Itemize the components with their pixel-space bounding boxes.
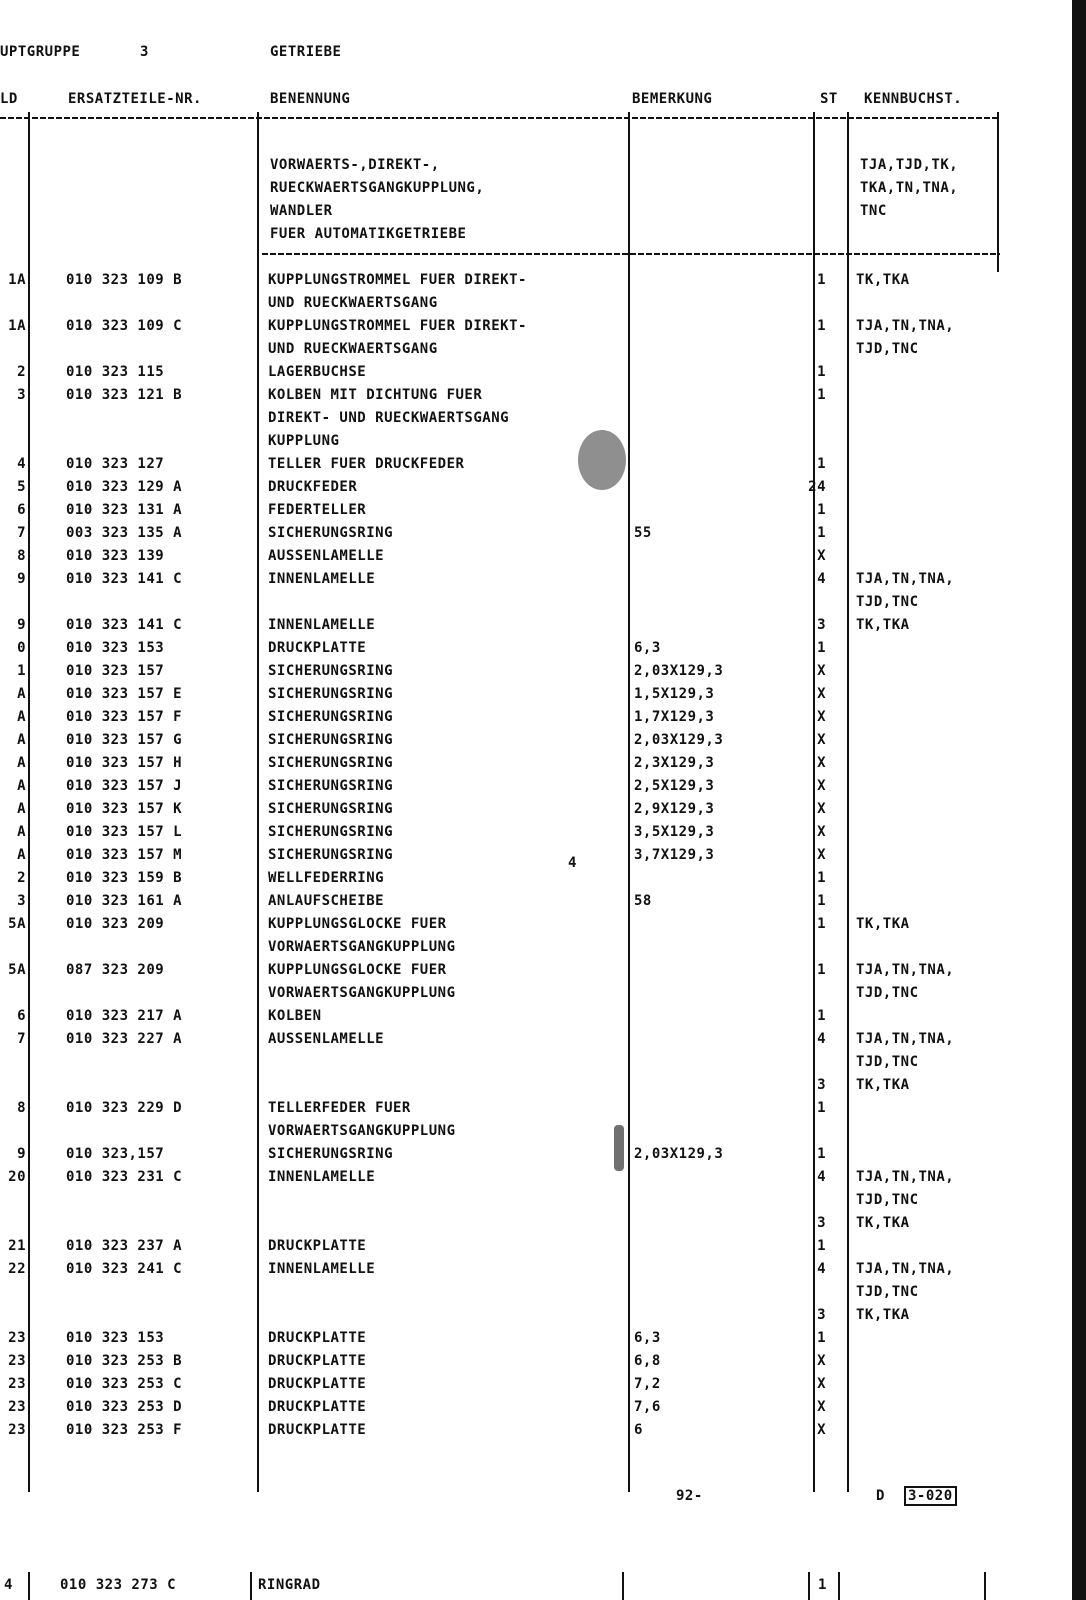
row-bild: 20 <box>8 1169 26 1185</box>
row-part-no: 010 323 153 <box>66 640 165 656</box>
row-bild: 4 <box>17 456 26 472</box>
row-remark: 2,5X129,3 <box>634 778 715 794</box>
row-name: UND RUECKWAERTSGANG <box>268 295 438 311</box>
section-title-line-3: WANDLER <box>270 203 333 219</box>
row-codes: TJD,TNC <box>856 985 919 1001</box>
row-bild: A <box>17 801 26 817</box>
row-name: VORWAERTSGANGKUPPLUNG <box>268 1123 456 1139</box>
row-name: DRUCKPLATTE <box>268 1353 367 1369</box>
row-codes: TJD,TNC <box>856 341 919 357</box>
row-part-no: 010 323 217 A <box>66 1008 183 1024</box>
row-remark: 2,03X129,3 <box>634 1146 724 1162</box>
row-qty: X <box>817 709 826 725</box>
row-part-no: 010 323 141 C <box>66 617 183 633</box>
row-qty: 1 <box>817 893 826 909</box>
col-header-bild: LD <box>0 91 18 107</box>
row-qty: X <box>817 686 826 702</box>
row-codes: TJA,TN,TNA, <box>856 1031 955 1047</box>
row-codes: TJA,TN,TNA, <box>856 962 955 978</box>
section-title-line-1: VORWAERTS-,DIREKT-, <box>270 157 440 173</box>
row-bild: 8 <box>17 1100 26 1116</box>
row-part-no: 010 323 157 L <box>66 824 183 840</box>
section-codes-line-1: TJA,TJD,TK, <box>860 157 959 173</box>
row-part-no: 010 323 159 B <box>66 870 183 886</box>
row-part-no: 010 323 157 J <box>66 778 183 794</box>
row-bild: 6 <box>17 1008 26 1024</box>
row-remark: 2,03X129,3 <box>634 732 724 748</box>
row-qty: 1 <box>817 870 826 886</box>
row-codes: TK,TKA <box>856 1307 910 1323</box>
row-name: FEDERTELLER <box>268 502 367 518</box>
row-name: SICHERUNGSRING <box>268 709 394 725</box>
row-bild: A <box>17 778 26 794</box>
group-name: GETRIEBE <box>270 44 342 60</box>
row-bild: A <box>17 847 26 863</box>
row-part-no: 010 323 209 <box>66 916 165 932</box>
col-rule-6 <box>997 112 999 272</box>
next-row-bild: 4 <box>4 1577 13 1593</box>
row-qty: 1 <box>817 1008 826 1024</box>
row-name: TELLER FUER DRUCKFEDER <box>268 456 465 472</box>
row-part-no: 010 323 253 B <box>66 1353 183 1369</box>
row-name: DIREKT- UND RUECKWAERTSGANG <box>268 410 510 426</box>
row-qty: 1 <box>817 387 826 403</box>
row-remark: 6,3 <box>634 640 661 656</box>
row-part-no: 010 323 157 K <box>66 801 183 817</box>
row-part-no: 010 323 157 M <box>66 847 183 863</box>
row-qty: X <box>817 801 826 817</box>
row-part-no: 010 323 253 C <box>66 1376 183 1392</box>
row-codes: TJA,TN,TNA, <box>856 1261 955 1277</box>
row-name: VORWAERTSGANGKUPPLUNG <box>268 985 456 1001</box>
row-name: DRUCKPLATTE <box>268 1330 367 1346</box>
row-bild: 23 <box>8 1353 26 1369</box>
next-row-rule-2 <box>250 1572 252 1600</box>
row-part-no: 010 323 229 D <box>66 1100 183 1116</box>
section-separator <box>262 253 1000 255</box>
row-part-no: 010 323 127 <box>66 456 165 472</box>
row-part-no: 003 323 135 A <box>66 525 183 541</box>
row-bild: 23 <box>8 1422 26 1438</box>
row-name: DRUCKPLATTE <box>268 640 367 656</box>
row-qty: X <box>817 847 826 863</box>
row-qty: X <box>817 824 826 840</box>
next-row-rule-4 <box>808 1572 810 1600</box>
row-bild: 23 <box>8 1330 26 1346</box>
row-name: SICHERUNGSRING <box>268 525 394 541</box>
page-number: 92- <box>676 1488 703 1504</box>
scan-edge <box>1072 0 1086 1600</box>
row-qty: 24 <box>808 479 826 495</box>
row-part-no: 010 323 157 G <box>66 732 183 748</box>
row-part-no: 010 323 161 A <box>66 893 183 909</box>
col-rule-3 <box>628 112 630 1492</box>
row-remark: 3,5X129,3 <box>634 824 715 840</box>
row-part-no: 010 323 157 E <box>66 686 183 702</box>
row-codes: TK,TKA <box>856 1215 910 1231</box>
row-codes: TK,TKA <box>856 916 910 932</box>
row-bild: 23 <box>8 1399 26 1415</box>
row-part-no: 010 323 115 <box>66 364 165 380</box>
row-name: SICHERUNGSRING <box>268 663 394 679</box>
row-qty: 4 <box>817 1031 826 1047</box>
row-name: ANLAUFSCHEIBE <box>268 893 385 909</box>
row-bild: 5A <box>8 962 26 978</box>
row-name: SICHERUNGSRING <box>268 755 394 771</box>
row-codes: TK,TKA <box>856 617 910 633</box>
row-name: AUSSENLAMELLE <box>268 1031 385 1047</box>
row-qty: X <box>817 732 826 748</box>
col-header-name: BENENNUNG <box>270 91 351 107</box>
next-row-name: RINGRAD <box>258 1577 321 1593</box>
page-code: 3-020 <box>904 1486 957 1506</box>
row-name: UND RUECKWAERTSGANG <box>268 341 438 357</box>
row-name: INNENLAMELLE <box>268 617 376 633</box>
row-qty: 1 <box>817 1238 826 1254</box>
row-bild: 2 <box>17 870 26 886</box>
col-rule-1 <box>28 112 30 1492</box>
col-rule-2 <box>257 112 259 1492</box>
row-part-no: 010 323 157 F <box>66 709 183 725</box>
row-name: KOLBEN <box>268 1008 322 1024</box>
row-name: SICHERUNGSRING <box>268 824 394 840</box>
row-codes: TJD,TNC <box>856 594 919 610</box>
row-name: INNENLAMELLE <box>268 1261 376 1277</box>
row-name: KUPPLUNGSTROMMEL FUER DIREKT- <box>268 272 527 288</box>
row-qty: 3 <box>817 1307 826 1323</box>
col-rule-5 <box>847 112 849 1492</box>
row-name: TELLERFEDER FUER <box>268 1100 411 1116</box>
row-bild: 2 <box>17 364 26 380</box>
row-qty: 4 <box>817 1169 826 1185</box>
row-codes: TJD,TNC <box>856 1192 919 1208</box>
next-row-rule-3 <box>622 1572 624 1600</box>
row-remark: 1,5X129,3 <box>634 686 715 702</box>
row-codes: TJD,TNC <box>856 1284 919 1300</box>
row-bild: A <box>17 709 26 725</box>
group-number: 3 <box>140 44 149 60</box>
row-remark: 2,9X129,3 <box>634 801 715 817</box>
ink-blot-small <box>614 1125 624 1171</box>
section-codes-line-2: TKA,TN,TNA, <box>860 180 959 196</box>
row-qty: X <box>817 1353 826 1369</box>
row-bild: 8 <box>17 548 26 564</box>
row-qty: 3 <box>817 1215 826 1231</box>
row-bild: A <box>17 824 26 840</box>
row-bild: 6 <box>17 502 26 518</box>
row-qty: 1 <box>817 1330 826 1346</box>
row-bild: 9 <box>17 571 26 587</box>
row-name: KOLBEN MIT DICHTUNG FUER <box>268 387 483 403</box>
next-row-part: 010 323 273 C <box>60 1577 177 1593</box>
row-name: SICHERUNGSRING <box>268 686 394 702</box>
row-qty: 4 <box>817 1261 826 1277</box>
row-qty: 1 <box>817 962 826 978</box>
row-bild: A <box>17 732 26 748</box>
row-remark: 3,7X129,3 <box>634 847 715 863</box>
row-part-no: 010 323 121 B <box>66 387 183 403</box>
stray-digit: 4 <box>568 855 577 871</box>
col-header-part-no: ERSATZTEILE-NR. <box>68 91 202 107</box>
row-name: SICHERUNGSRING <box>268 732 394 748</box>
row-part-no: 010 323 153 <box>66 1330 165 1346</box>
row-qty: X <box>817 778 826 794</box>
row-name: INNENLAMELLE <box>268 571 376 587</box>
row-qty: X <box>817 1422 826 1438</box>
row-bild: 22 <box>8 1261 26 1277</box>
row-part-no: 010 323 129 A <box>66 479 183 495</box>
row-name: AUSSENLAMELLE <box>268 548 385 564</box>
row-codes: TJA,TN,TNA, <box>856 318 955 334</box>
row-qty: 1 <box>817 1146 826 1162</box>
next-row-rule-6 <box>984 1572 986 1600</box>
row-part-no: 010 323 231 C <box>66 1169 183 1185</box>
row-name: KUPPLUNGSGLOCKE FUER <box>268 916 447 932</box>
row-part-no: 010 323 253 D <box>66 1399 183 1415</box>
row-qty: X <box>817 663 826 679</box>
section-title-line-4: FUER AUTOMATIKGETRIEBE <box>270 226 467 242</box>
row-name: DRUCKPLATTE <box>268 1376 367 1392</box>
row-name: SICHERUNGSRING <box>268 801 394 817</box>
row-name: KUPPLUNGSGLOCKE FUER <box>268 962 447 978</box>
section-title-line-2: RUECKWAERTSGANGKUPPLUNG, <box>270 180 485 196</box>
row-part-no: 010 323 139 <box>66 548 165 564</box>
row-remark: 1,7X129,3 <box>634 709 715 725</box>
row-part-no: 010 323 131 A <box>66 502 183 518</box>
row-qty: X <box>817 1376 826 1392</box>
row-qty: 1 <box>817 272 826 288</box>
page-letter: D <box>876 1488 885 1504</box>
row-name: DRUCKFEDER <box>268 479 358 495</box>
row-remark: 2,3X129,3 <box>634 755 715 771</box>
row-bild: 1 <box>17 663 26 679</box>
row-remark: 7,2 <box>634 1376 661 1392</box>
row-part-no: 010 323 237 A <box>66 1238 183 1254</box>
row-qty: 1 <box>817 364 826 380</box>
row-remark: 6,8 <box>634 1353 661 1369</box>
row-part-no: 010 323,157 <box>66 1146 165 1162</box>
row-qty: 1 <box>817 456 826 472</box>
row-qty: X <box>817 1399 826 1415</box>
row-part-no: 010 323 109 C <box>66 318 183 334</box>
row-bild: 5 <box>17 479 26 495</box>
row-part-no: 010 323 109 B <box>66 272 183 288</box>
row-qty: 4 <box>817 571 826 587</box>
row-remark: 58 <box>634 893 652 909</box>
row-bild: A <box>17 686 26 702</box>
col-rule-4 <box>813 112 815 1492</box>
row-bild: 21 <box>8 1238 26 1254</box>
row-name: DRUCKPLATTE <box>268 1238 367 1254</box>
row-codes: TJA,TN,TNA, <box>856 571 955 587</box>
col-header-qty: ST <box>820 91 838 107</box>
row-codes: TJA,TN,TNA, <box>856 1169 955 1185</box>
col-header-remark: BEMERKUNG <box>632 91 713 107</box>
row-qty: 1 <box>817 916 826 932</box>
row-name: DRUCKPLATTE <box>268 1422 367 1438</box>
row-qty: 1 <box>817 318 826 334</box>
row-name: KUPPLUNGSTROMMEL FUER DIREKT- <box>268 318 527 334</box>
row-name: SICHERUNGSRING <box>268 847 394 863</box>
row-name: SICHERUNGSRING <box>268 1146 394 1162</box>
row-bild: 1A <box>8 272 26 288</box>
row-codes: TK,TKA <box>856 272 910 288</box>
row-remark: 2,03X129,3 <box>634 663 724 679</box>
row-name: DRUCKPLATTE <box>268 1399 367 1415</box>
row-name: LAGERBUCHSE <box>268 364 367 380</box>
row-codes: TK,TKA <box>856 1077 910 1093</box>
row-part-no: 010 323 253 F <box>66 1422 183 1438</box>
header-separator <box>0 117 1000 119</box>
row-bild: A <box>17 755 26 771</box>
next-row-rule-1 <box>28 1572 30 1600</box>
ink-blot <box>578 430 626 490</box>
next-row-qty: 1 <box>818 1577 827 1593</box>
col-header-codes: KENNBUCHST. <box>864 91 963 107</box>
row-bild: 3 <box>17 387 26 403</box>
row-name: WELLFEDERRING <box>268 870 385 886</box>
row-part-no: 010 323 241 C <box>66 1261 183 1277</box>
row-remark: 7,6 <box>634 1399 661 1415</box>
row-bild: 5A <box>8 916 26 932</box>
row-codes: TJD,TNC <box>856 1054 919 1070</box>
row-name: VORWAERTSGANGKUPPLUNG <box>268 939 456 955</box>
row-bild: 1A <box>8 318 26 334</box>
row-name: KUPPLUNG <box>268 433 340 449</box>
row-bild: 0 <box>17 640 26 656</box>
row-qty: 3 <box>817 617 826 633</box>
row-qty: 1 <box>817 502 826 518</box>
row-part-no: 010 323 157 H <box>66 755 183 771</box>
row-remark: 6,3 <box>634 1330 661 1346</box>
section-codes-line-3: TNC <box>860 203 887 219</box>
row-name: SICHERUNGSRING <box>268 778 394 794</box>
row-part-no: 087 323 209 <box>66 962 165 978</box>
row-bild: 9 <box>17 617 26 633</box>
group-label: UPTGRUPPE <box>0 44 81 60</box>
row-qty: 3 <box>817 1077 826 1093</box>
row-qty: X <box>817 755 826 771</box>
row-remark: 55 <box>634 525 652 541</box>
next-row-rule-5 <box>838 1572 840 1600</box>
row-bild: 3 <box>17 893 26 909</box>
row-part-no: 010 323 141 C <box>66 571 183 587</box>
row-bild: 7 <box>17 525 26 541</box>
row-remark: 6 <box>634 1422 643 1438</box>
row-qty: X <box>817 548 826 564</box>
row-qty: 1 <box>817 525 826 541</box>
row-name: INNENLAMELLE <box>268 1169 376 1185</box>
row-bild: 9 <box>17 1146 26 1162</box>
row-part-no: 010 323 227 A <box>66 1031 183 1047</box>
row-qty: 1 <box>817 1100 826 1116</box>
row-bild: 7 <box>17 1031 26 1047</box>
row-bild: 23 <box>8 1376 26 1392</box>
row-qty: 1 <box>817 640 826 656</box>
row-part-no: 010 323 157 <box>66 663 165 679</box>
